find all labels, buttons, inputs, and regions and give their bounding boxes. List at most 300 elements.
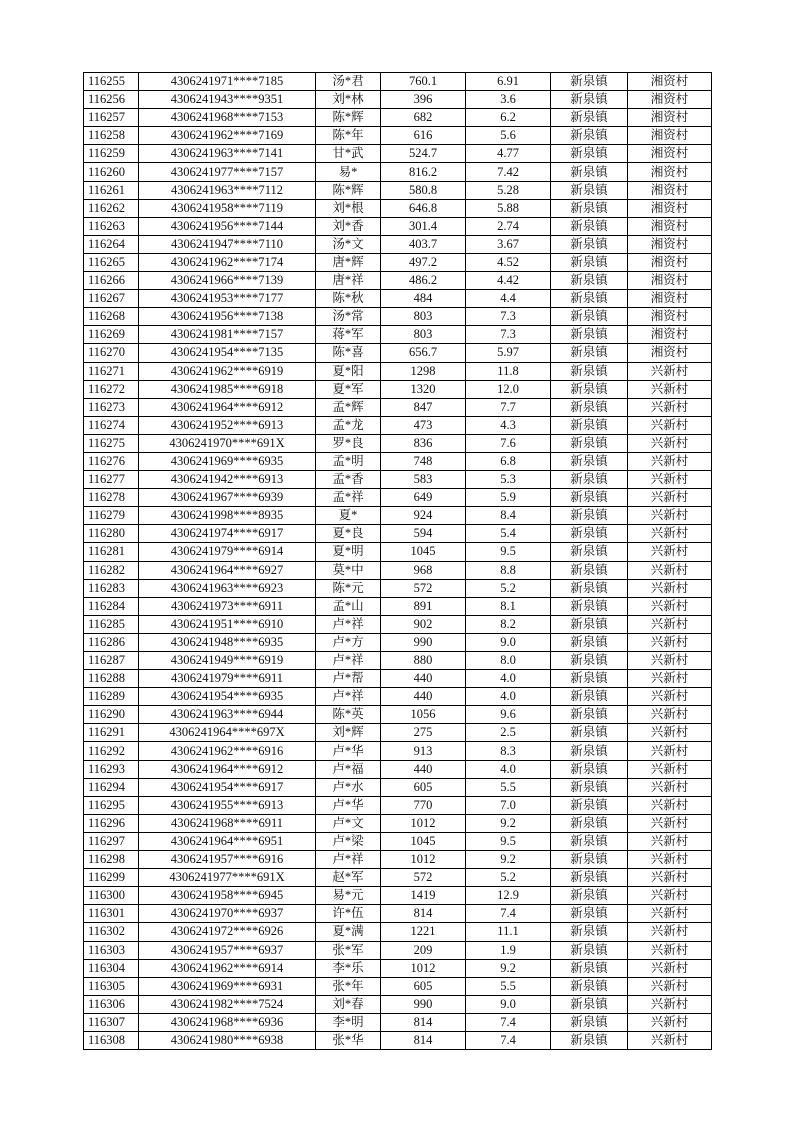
cell-village: 湘资村 xyxy=(628,145,712,163)
cell-town: 新泉镇 xyxy=(551,959,628,977)
table-row xyxy=(84,507,712,525)
cell-village: 兴新村 xyxy=(628,688,712,706)
cell-area-value: 484 xyxy=(381,290,466,308)
cell-village: 兴新村 xyxy=(628,742,712,760)
cell-id-number: 4306241980****6938 xyxy=(139,1031,316,1049)
cell-village: 兴新村 xyxy=(628,905,712,923)
cell-village: 兴新村 xyxy=(628,832,712,850)
cell-village: 湘资村 xyxy=(628,253,712,271)
cell-town: 新泉镇 xyxy=(551,507,628,525)
cell-area-value: 572 xyxy=(381,869,466,887)
cell-id-number: 4306241955****6913 xyxy=(139,796,316,814)
cell-amount-value: 9.5 xyxy=(466,832,551,850)
cell-area-value: 396 xyxy=(381,91,466,109)
cell-record-id: 116305 xyxy=(84,977,139,995)
cell-person-name: 刘*春 xyxy=(316,995,381,1013)
cell-id-number: 4306241967****6939 xyxy=(139,489,316,507)
table-row xyxy=(84,489,712,507)
cell-village: 湘资村 xyxy=(628,127,712,145)
cell-amount-value: 7.4 xyxy=(466,1031,551,1049)
cell-record-id: 116271 xyxy=(84,362,139,380)
cell-amount-value: 11.8 xyxy=(466,362,551,380)
cell-record-id: 116281 xyxy=(84,543,139,561)
table-row xyxy=(84,163,712,181)
cell-record-id: 116298 xyxy=(84,851,139,869)
cell-village: 兴新村 xyxy=(628,977,712,995)
cell-person-name: 张*华 xyxy=(316,1031,381,1049)
cell-amount-value: 9.2 xyxy=(466,814,551,832)
cell-person-name: 张*军 xyxy=(316,941,381,959)
cell-village: 湘资村 xyxy=(628,109,712,127)
cell-town: 新泉镇 xyxy=(551,832,628,850)
cell-person-name: 刘*根 xyxy=(316,199,381,217)
cell-id-number: 4306241998****8935 xyxy=(139,507,316,525)
cell-town: 新泉镇 xyxy=(551,633,628,651)
cell-id-number: 4306241949****6919 xyxy=(139,652,316,670)
cell-id-number: 4306241962****7169 xyxy=(139,127,316,145)
cell-town: 新泉镇 xyxy=(551,1031,628,1049)
cell-id-number: 4306241968****6911 xyxy=(139,814,316,832)
cell-village: 兴新村 xyxy=(628,652,712,670)
cell-village: 兴新村 xyxy=(628,923,712,941)
table-row xyxy=(84,615,712,633)
cell-village: 兴新村 xyxy=(628,525,712,543)
cell-area-value: 836 xyxy=(381,434,466,452)
cell-area-value: 1320 xyxy=(381,380,466,398)
cell-person-name: 蒋*军 xyxy=(316,326,381,344)
cell-record-id: 116265 xyxy=(84,253,139,271)
cell-person-name: 夏*满 xyxy=(316,923,381,941)
cell-village: 兴新村 xyxy=(628,778,712,796)
cell-village: 湘资村 xyxy=(628,308,712,326)
cell-amount-value: 4.3 xyxy=(466,416,551,434)
cell-area-value: 760.1 xyxy=(381,73,466,91)
cell-record-id: 116297 xyxy=(84,832,139,850)
cell-village: 兴新村 xyxy=(628,507,712,525)
cell-town: 新泉镇 xyxy=(551,742,628,760)
cell-amount-value: 7.4 xyxy=(466,1013,551,1031)
cell-record-id: 116287 xyxy=(84,652,139,670)
cell-town: 新泉镇 xyxy=(551,670,628,688)
cell-person-name: 莫*中 xyxy=(316,561,381,579)
cell-person-name: 卢*祥 xyxy=(316,851,381,869)
cell-id-number: 4306241947****7110 xyxy=(139,235,316,253)
cell-area-value: 748 xyxy=(381,452,466,470)
cell-person-name: 陈*喜 xyxy=(316,344,381,362)
cell-village: 兴新村 xyxy=(628,434,712,452)
table-row xyxy=(84,272,712,290)
cell-town: 新泉镇 xyxy=(551,199,628,217)
cell-person-name: 易*元 xyxy=(316,887,381,905)
table-row xyxy=(84,851,712,869)
table-row xyxy=(84,652,712,670)
cell-village: 湘资村 xyxy=(628,91,712,109)
cell-village: 兴新村 xyxy=(628,670,712,688)
cell-town: 新泉镇 xyxy=(551,217,628,235)
cell-village: 兴新村 xyxy=(628,724,712,742)
cell-amount-value: 4.4 xyxy=(466,290,551,308)
cell-record-id: 116261 xyxy=(84,181,139,199)
cell-village: 湘资村 xyxy=(628,290,712,308)
cell-record-id: 116299 xyxy=(84,869,139,887)
cell-amount-value: 3.6 xyxy=(466,91,551,109)
table-row xyxy=(84,253,712,271)
cell-area-value: 880 xyxy=(381,652,466,670)
table-row xyxy=(84,561,712,579)
cell-village: 兴新村 xyxy=(628,1013,712,1031)
cell-area-value: 524.7 xyxy=(381,145,466,163)
table-row xyxy=(84,109,712,127)
cell-person-name: 卢*华 xyxy=(316,742,381,760)
table-row xyxy=(84,127,712,145)
cell-amount-value: 5.3 xyxy=(466,471,551,489)
cell-area-value: 803 xyxy=(381,308,466,326)
cell-village: 兴新村 xyxy=(628,995,712,1013)
cell-village: 兴新村 xyxy=(628,489,712,507)
cell-person-name: 孟*山 xyxy=(316,597,381,615)
cell-record-id: 116302 xyxy=(84,923,139,941)
cell-record-id: 116307 xyxy=(84,1013,139,1031)
cell-town: 新泉镇 xyxy=(551,778,628,796)
cell-person-name: 陈*辉 xyxy=(316,181,381,199)
cell-amount-value: 8.3 xyxy=(466,742,551,760)
cell-area-value: 891 xyxy=(381,597,466,615)
cell-town: 新泉镇 xyxy=(551,308,628,326)
cell-person-name: 卢*祥 xyxy=(316,652,381,670)
cell-town: 新泉镇 xyxy=(551,1013,628,1031)
cell-area-value: 924 xyxy=(381,507,466,525)
cell-person-name: 卢*祥 xyxy=(316,615,381,633)
cell-person-name: 夏*良 xyxy=(316,525,381,543)
cell-area-value: 403.7 xyxy=(381,235,466,253)
cell-village: 湘资村 xyxy=(628,235,712,253)
cell-id-number: 4306241964****697X xyxy=(139,724,316,742)
cell-id-number: 4306241954****6917 xyxy=(139,778,316,796)
cell-amount-value: 8.2 xyxy=(466,615,551,633)
cell-id-number: 4306241962****7174 xyxy=(139,253,316,271)
cell-amount-value: 4.52 xyxy=(466,253,551,271)
cell-town: 新泉镇 xyxy=(551,362,628,380)
cell-record-id: 116288 xyxy=(84,670,139,688)
cell-id-number: 4306241948****6935 xyxy=(139,633,316,651)
cell-area-value: 473 xyxy=(381,416,466,434)
cell-record-id: 116272 xyxy=(84,380,139,398)
table-row xyxy=(84,416,712,434)
cell-town: 新泉镇 xyxy=(551,760,628,778)
cell-area-value: 968 xyxy=(381,561,466,579)
cell-area-value: 990 xyxy=(381,995,466,1013)
cell-record-id: 116270 xyxy=(84,344,139,362)
cell-record-id: 116258 xyxy=(84,127,139,145)
cell-village: 兴新村 xyxy=(628,706,712,724)
cell-area-value: 209 xyxy=(381,941,466,959)
cell-record-id: 116277 xyxy=(84,471,139,489)
cell-person-name: 易* xyxy=(316,163,381,181)
table-row xyxy=(84,796,712,814)
table-row xyxy=(84,1013,712,1031)
cell-town: 新泉镇 xyxy=(551,814,628,832)
table-row xyxy=(84,977,712,995)
cell-town: 新泉镇 xyxy=(551,471,628,489)
cell-person-name: 夏*阳 xyxy=(316,362,381,380)
table-row xyxy=(84,579,712,597)
cell-person-name: 夏*明 xyxy=(316,543,381,561)
cell-person-name: 孟*辉 xyxy=(316,398,381,416)
table-row xyxy=(84,869,712,887)
cell-town: 新泉镇 xyxy=(551,344,628,362)
cell-person-name: 卢*方 xyxy=(316,633,381,651)
cell-person-name: 陈*秋 xyxy=(316,290,381,308)
cell-town: 新泉镇 xyxy=(551,525,628,543)
cell-id-number: 4306241964****6912 xyxy=(139,398,316,416)
cell-area-value: 440 xyxy=(381,688,466,706)
cell-id-number: 4306241964****6951 xyxy=(139,832,316,850)
table-row xyxy=(84,434,712,452)
cell-id-number: 4306241958****7119 xyxy=(139,199,316,217)
cell-record-id: 116304 xyxy=(84,959,139,977)
table-row xyxy=(84,326,712,344)
table-row xyxy=(84,670,712,688)
cell-person-name: 卢*祥 xyxy=(316,688,381,706)
cell-amount-value: 2.74 xyxy=(466,217,551,235)
cell-id-number: 4306241943****9351 xyxy=(139,91,316,109)
cell-amount-value: 9.0 xyxy=(466,633,551,651)
cell-area-value: 275 xyxy=(381,724,466,742)
cell-id-number: 4306241969****6935 xyxy=(139,452,316,470)
table-row xyxy=(84,832,712,850)
cell-person-name: 陈*年 xyxy=(316,127,381,145)
cell-person-name: 陈*元 xyxy=(316,579,381,597)
cell-id-number: 4306241953****7177 xyxy=(139,290,316,308)
cell-area-value: 301.4 xyxy=(381,217,466,235)
cell-town: 新泉镇 xyxy=(551,579,628,597)
cell-village: 兴新村 xyxy=(628,887,712,905)
table-row xyxy=(84,308,712,326)
cell-amount-value: 9.6 xyxy=(466,706,551,724)
cell-village: 兴新村 xyxy=(628,869,712,887)
cell-town: 新泉镇 xyxy=(551,851,628,869)
cell-area-value: 594 xyxy=(381,525,466,543)
cell-person-name: 孟*明 xyxy=(316,452,381,470)
cell-record-id: 116263 xyxy=(84,217,139,235)
cell-town: 新泉镇 xyxy=(551,543,628,561)
cell-town: 新泉镇 xyxy=(551,145,628,163)
cell-area-value: 440 xyxy=(381,670,466,688)
cell-town: 新泉镇 xyxy=(551,489,628,507)
cell-record-id: 116264 xyxy=(84,235,139,253)
cell-person-name: 孟*龙 xyxy=(316,416,381,434)
cell-person-name: 卢*帮 xyxy=(316,670,381,688)
cell-village: 湘资村 xyxy=(628,181,712,199)
table-row xyxy=(84,724,712,742)
cell-amount-value: 8.0 xyxy=(466,652,551,670)
cell-amount-value: 7.6 xyxy=(466,434,551,452)
table-row xyxy=(84,235,712,253)
cell-area-value: 814 xyxy=(381,1031,466,1049)
cell-record-id: 116290 xyxy=(84,706,139,724)
table-row xyxy=(84,525,712,543)
cell-amount-value: 8.8 xyxy=(466,561,551,579)
cell-village: 兴新村 xyxy=(628,760,712,778)
cell-village: 兴新村 xyxy=(628,959,712,977)
table-row xyxy=(84,706,712,724)
cell-id-number: 4306241942****6913 xyxy=(139,471,316,489)
cell-area-value: 770 xyxy=(381,796,466,814)
cell-id-number: 4306241971****7185 xyxy=(139,73,316,91)
table-row xyxy=(84,145,712,163)
cell-person-name: 夏*军 xyxy=(316,380,381,398)
cell-id-number: 4306241981****7157 xyxy=(139,326,316,344)
table-row xyxy=(84,471,712,489)
cell-town: 新泉镇 xyxy=(551,109,628,127)
cell-area-value: 649 xyxy=(381,489,466,507)
cell-town: 新泉镇 xyxy=(551,290,628,308)
cell-id-number: 4306241970****6937 xyxy=(139,905,316,923)
cell-record-id: 116274 xyxy=(84,416,139,434)
cell-town: 新泉镇 xyxy=(551,163,628,181)
cell-amount-value: 2.5 xyxy=(466,724,551,742)
cell-town: 新泉镇 xyxy=(551,235,628,253)
cell-village: 兴新村 xyxy=(628,615,712,633)
cell-town: 新泉镇 xyxy=(551,796,628,814)
cell-person-name: 唐*辉 xyxy=(316,253,381,271)
cell-id-number: 4306241962****6914 xyxy=(139,959,316,977)
cell-town: 新泉镇 xyxy=(551,398,628,416)
cell-village: 兴新村 xyxy=(628,597,712,615)
table-row xyxy=(84,543,712,561)
cell-area-value: 1012 xyxy=(381,851,466,869)
cell-town: 新泉镇 xyxy=(551,706,628,724)
table-row xyxy=(84,778,712,796)
cell-record-id: 116296 xyxy=(84,814,139,832)
table-row xyxy=(84,923,712,941)
cell-area-value: 990 xyxy=(381,633,466,651)
cell-town: 新泉镇 xyxy=(551,652,628,670)
cell-record-id: 116300 xyxy=(84,887,139,905)
cell-record-id: 116280 xyxy=(84,525,139,543)
cell-id-number: 4306241954****6935 xyxy=(139,688,316,706)
cell-village: 兴新村 xyxy=(628,471,712,489)
cell-amount-value: 5.5 xyxy=(466,977,551,995)
cell-person-name: 汤*文 xyxy=(316,235,381,253)
cell-town: 新泉镇 xyxy=(551,253,628,271)
cell-record-id: 116286 xyxy=(84,633,139,651)
cell-village: 兴新村 xyxy=(628,362,712,380)
table-row xyxy=(84,290,712,308)
cell-town: 新泉镇 xyxy=(551,905,628,923)
cell-town: 新泉镇 xyxy=(551,597,628,615)
cell-id-number: 4306241969****6931 xyxy=(139,977,316,995)
cell-id-number: 4306241977****7157 xyxy=(139,163,316,181)
table-row xyxy=(84,73,712,91)
cell-area-value: 605 xyxy=(381,977,466,995)
cell-amount-value: 4.0 xyxy=(466,670,551,688)
cell-person-name: 卢*福 xyxy=(316,760,381,778)
cell-area-value: 572 xyxy=(381,579,466,597)
cell-id-number: 4306241951****6910 xyxy=(139,615,316,633)
cell-area-value: 902 xyxy=(381,615,466,633)
cell-record-id: 116269 xyxy=(84,326,139,344)
cell-person-name: 李*乐 xyxy=(316,959,381,977)
cell-area-value: 816.2 xyxy=(381,163,466,181)
cell-person-name: 刘*香 xyxy=(316,217,381,235)
cell-record-id: 116306 xyxy=(84,995,139,1013)
table-row xyxy=(84,633,712,651)
table-row xyxy=(84,398,712,416)
cell-town: 新泉镇 xyxy=(551,452,628,470)
cell-person-name: 刘*林 xyxy=(316,91,381,109)
cell-id-number: 4306241956****7138 xyxy=(139,308,316,326)
cell-id-number: 4306241952****6913 xyxy=(139,416,316,434)
cell-village: 湘资村 xyxy=(628,199,712,217)
cell-amount-value: 5.97 xyxy=(466,344,551,362)
cell-amount-value: 4.42 xyxy=(466,272,551,290)
cell-village: 湘资村 xyxy=(628,163,712,181)
cell-town: 新泉镇 xyxy=(551,977,628,995)
cell-amount-value: 6.2 xyxy=(466,109,551,127)
cell-person-name: 赵*军 xyxy=(316,869,381,887)
cell-village: 兴新村 xyxy=(628,1031,712,1049)
cell-record-id: 116259 xyxy=(84,145,139,163)
cell-person-name: 孟*香 xyxy=(316,471,381,489)
cell-person-name: 卢*华 xyxy=(316,796,381,814)
cell-village: 兴新村 xyxy=(628,543,712,561)
cell-town: 新泉镇 xyxy=(551,181,628,199)
cell-area-value: 847 xyxy=(381,398,466,416)
cell-id-number: 4306241962****6919 xyxy=(139,362,316,380)
cell-amount-value: 9.5 xyxy=(466,543,551,561)
cell-id-number: 4306241973****6911 xyxy=(139,597,316,615)
cell-town: 新泉镇 xyxy=(551,995,628,1013)
cell-id-number: 4306241974****6917 xyxy=(139,525,316,543)
cell-amount-value: 9.0 xyxy=(466,995,551,1013)
cell-village: 湘资村 xyxy=(628,344,712,362)
cell-id-number: 4306241957****6937 xyxy=(139,941,316,959)
cell-area-value: 1012 xyxy=(381,814,466,832)
cell-record-id: 116283 xyxy=(84,579,139,597)
cell-record-id: 116268 xyxy=(84,308,139,326)
cell-area-value: 1045 xyxy=(381,832,466,850)
cell-id-number: 4306241958****6945 xyxy=(139,887,316,905)
cell-person-name: 卢*文 xyxy=(316,814,381,832)
cell-town: 新泉镇 xyxy=(551,91,628,109)
cell-amount-value: 7.4 xyxy=(466,905,551,923)
cell-id-number: 4306241956****7144 xyxy=(139,217,316,235)
cell-area-value: 605 xyxy=(381,778,466,796)
cell-area-value: 583 xyxy=(381,471,466,489)
cell-amount-value: 12.9 xyxy=(466,887,551,905)
cell-area-value: 486.2 xyxy=(381,272,466,290)
cell-town: 新泉镇 xyxy=(551,73,628,91)
cell-person-name: 卢*水 xyxy=(316,778,381,796)
cell-amount-value: 7.3 xyxy=(466,326,551,344)
cell-town: 新泉镇 xyxy=(551,615,628,633)
cell-record-id: 116266 xyxy=(84,272,139,290)
cell-record-id: 116308 xyxy=(84,1031,139,1049)
cell-id-number: 4306241966****7139 xyxy=(139,272,316,290)
cell-village: 兴新村 xyxy=(628,398,712,416)
cell-person-name: 孟*祥 xyxy=(316,489,381,507)
cell-person-name: 陈*辉 xyxy=(316,109,381,127)
cell-amount-value: 4.0 xyxy=(466,688,551,706)
cell-person-name: 刘*辉 xyxy=(316,724,381,742)
cell-record-id: 116282 xyxy=(84,561,139,579)
cell-record-id: 116260 xyxy=(84,163,139,181)
cell-amount-value: 5.6 xyxy=(466,127,551,145)
cell-area-value: 1045 xyxy=(381,543,466,561)
cell-village: 兴新村 xyxy=(628,633,712,651)
cell-id-number: 4306241985****6918 xyxy=(139,380,316,398)
